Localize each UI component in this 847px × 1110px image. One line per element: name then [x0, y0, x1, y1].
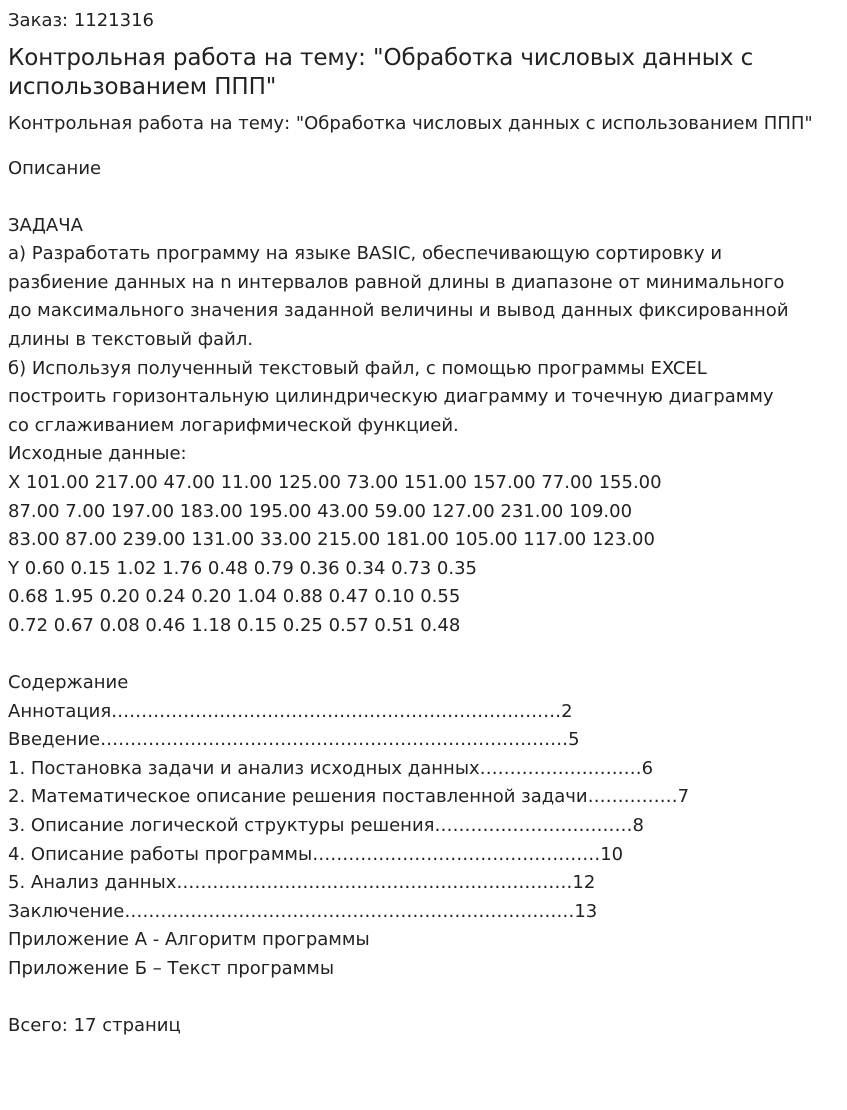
x-data-line: 87.00 7.00 197.00 183.00 195.00 43.00 59.00 127.00 231.00 109.00 — [8, 500, 633, 522]
toc-item: Аннотация…………………………………………………………………2 — [8, 700, 573, 722]
spacer — [8, 641, 839, 670]
toc-item: 3. Описание логической структуры решения……………………………8 — [8, 815, 644, 837]
toc-item: 1. Постановка задачи и анализ исходных данных………………………6 — [8, 757, 654, 779]
contents-section — [8, 669, 839, 984]
y-data-line: Y 0.60 0.15 1.02 1.76 0.48 0.79 0.36 0.34 0.73 0.35 — [8, 557, 477, 579]
contents-heading: Содержание — [8, 672, 129, 694]
task-line: до максимального значения заданной величины и вывод данных фиксированной — [8, 300, 789, 322]
toc-item: Приложение А - Алгоритм программы — [8, 929, 370, 951]
page-title: Контрольная работа на тему: "Обработка числовых данных с использованием ППП" — [8, 45, 754, 100]
order-number: Заказ: 1121316 — [8, 10, 154, 31]
spacer — [8, 183, 839, 212]
toc-item: 5. Анализ данных…………………………………………………………12 — [8, 872, 596, 894]
task-line: со сглаживанием логарифмической функцией. — [8, 414, 459, 436]
page-subtitle: Контрольная работа на тему: "Обработка числовых данных с использованием ППП" — [8, 113, 813, 134]
task-heading: ЗАДАЧА — [8, 214, 83, 236]
task-line: а) Разработать программу на языке BASIC, обеспечивающую сортировку и — [8, 243, 723, 265]
toc-item: 2. Математическое описание решения поставленной задачи……………7 — [8, 786, 690, 808]
toc-item: Введение……………………………………………………………………5 — [8, 729, 580, 751]
x-data-line: 83.00 87.00 239.00 131.00 33.00 215.00 181.00 105.00 117.00 123.00 — [8, 529, 655, 551]
source-data-label: Исходные данные: — [8, 443, 187, 465]
toc-item: Приложение Б – Текст программы — [8, 958, 335, 980]
x-data-line: X 101.00 217.00 47.00 11.00 125.00 73.00 151.00 157.00 77.00 155.00 — [8, 471, 662, 493]
task-line: разбиение данных на n интервалов равной длины в диапазоне от минимального — [8, 271, 785, 293]
task-line: длины в текстовый файл. — [8, 328, 254, 350]
task-line: б) Используя полученный текстовый файл, с помощью программы EXCEL — [8, 357, 707, 379]
description-label: Описание — [8, 157, 102, 179]
toc-item: Заключение…………………………………………………………………13 — [8, 900, 598, 922]
total-pages: Всего: 17 страниц — [8, 1015, 181, 1037]
spacer — [8, 984, 839, 1013]
toc-item: 4. Описание работы программы…………………………………………10 — [8, 843, 624, 865]
task-section — [8, 212, 839, 641]
task-line: построить горизонтальную цилиндрическую диаграмму и точечную диаграмму — [8, 386, 774, 408]
y-data-line: 0.72 0.67 0.08 0.46 1.18 0.15 0.25 0.57 0.51 0.48 — [8, 614, 461, 636]
y-data-line: 0.68 1.95 0.20 0.24 0.20 1.04 0.88 0.47 0.10 0.55 — [8, 586, 461, 608]
